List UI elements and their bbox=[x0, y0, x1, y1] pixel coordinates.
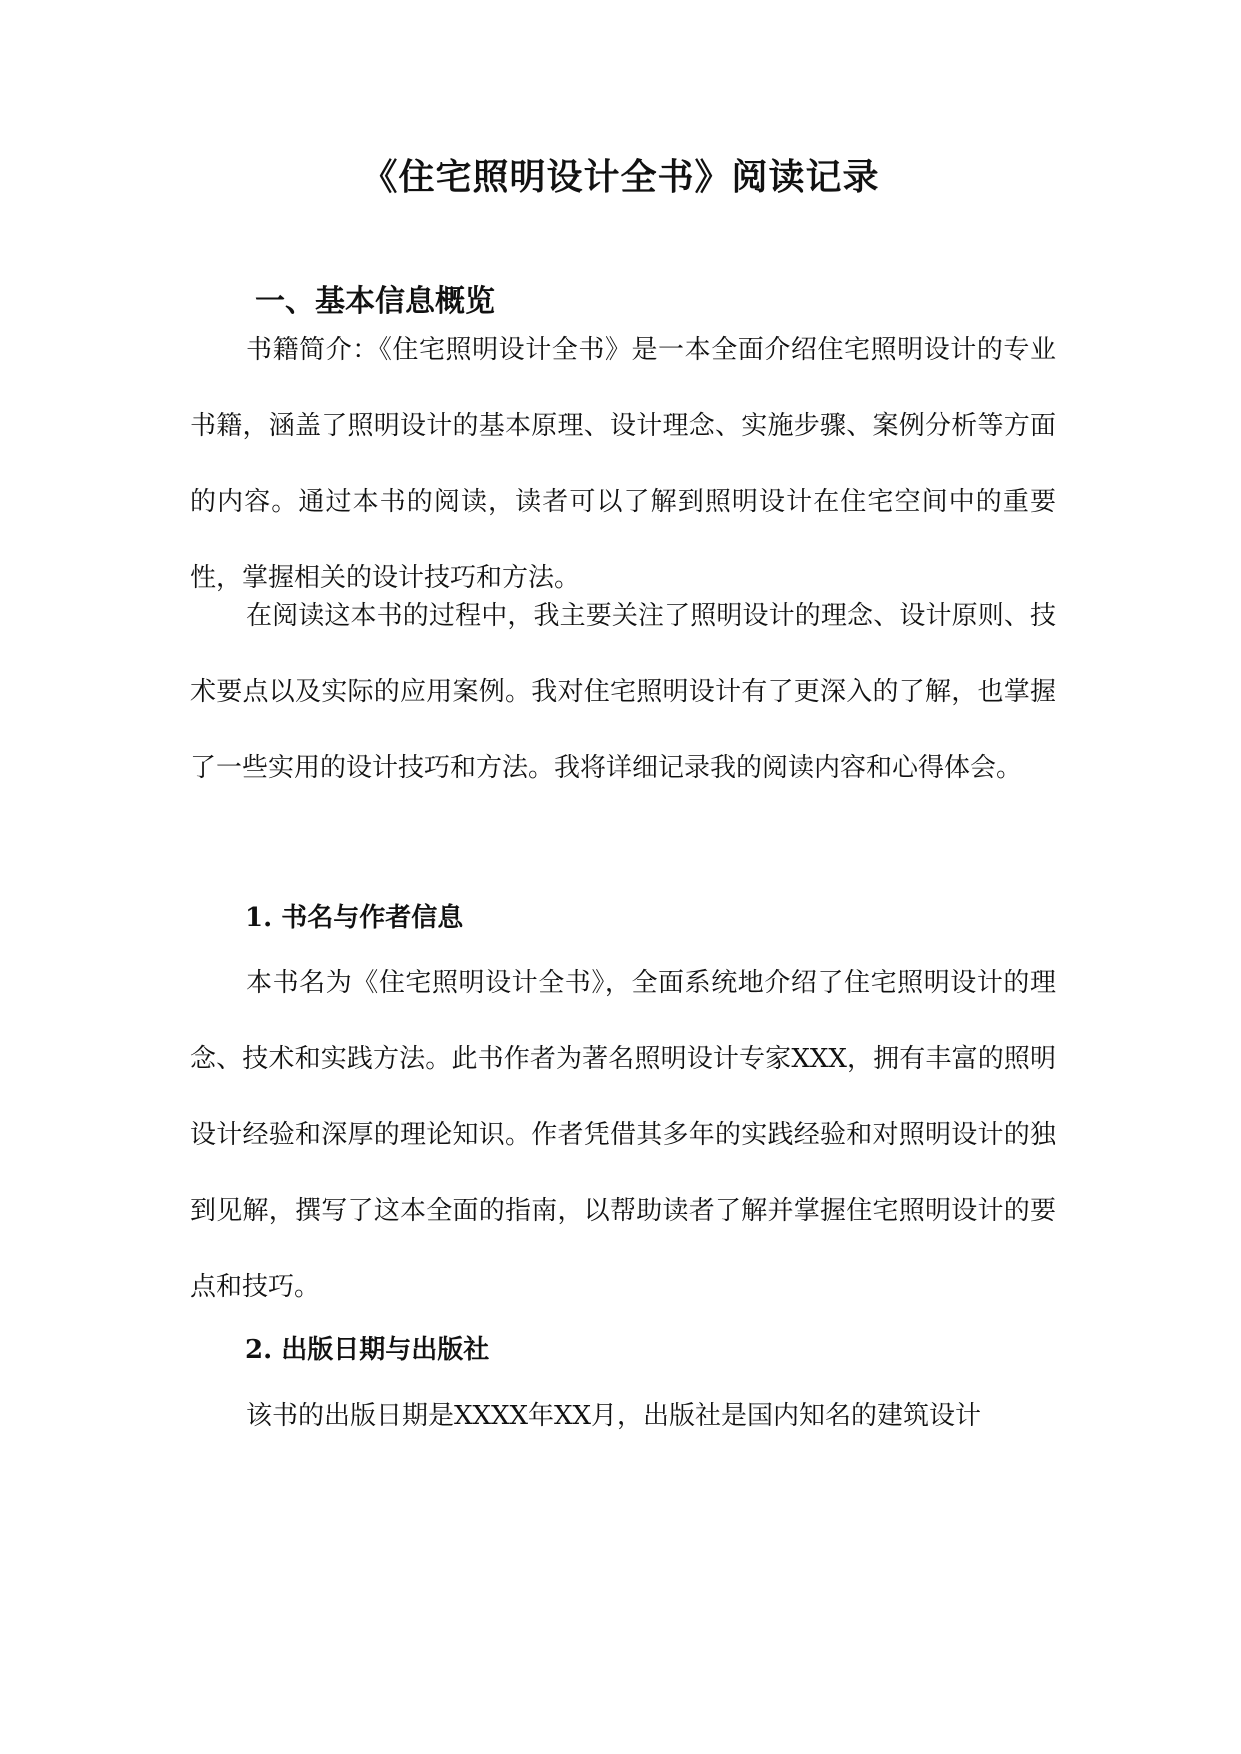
subsection-heading-title-author: 1. 书名与作者信息 bbox=[245, 903, 464, 933]
document-title: 《住宅照明设计全书》阅读记录 bbox=[361, 156, 880, 198]
paragraph-publication: 该书的出版日期是XXXX年XX月，出版社是国内知名的建筑设计 bbox=[246, 1401, 982, 1431]
section-heading-basic-info: 一、基本信息概览 bbox=[255, 284, 495, 319]
subsection-heading-publication: 2. 出版日期与出版社 bbox=[245, 1335, 490, 1365]
paragraph-reading-focus: 在阅读这本书的过程中，我主要关注了照明设计的理念、设计原则、技术要点以及实际的应用案例。我对住宅照明设计有了更深入的了解，也掌握了一些实用的设计技巧和方法。我将详细记录我的阅读内容和心得体会。 bbox=[190, 601, 1056, 783]
paragraph-title-author: 本书名为《住宅照明设计全书》，全面系统地介绍了住宅照明设计的理念、技术和实践方法。此书作者为著名照明设计专家XXX，拥有丰富的照明设计经验和深厚的理论知识。作者凭借其多年的实践经验和对照明设计的独到见解，撰写了这本全面的指南，以帮助读者了解并掌握住宅照明设计的要点和技巧。 bbox=[190, 968, 1056, 1302]
paragraph-book-intro: 书籍简介：《住宅照明设计全书》是一本全面介绍住宅照明设计的专业书籍，涵盖了照明设计的基本原理、设计理念、实施步骤、案例分析等方面的内容。通过本书的阅读，读者可以了解到照明设计在住宅空间中的重要性，掌握相关的设计技巧和方法。 bbox=[190, 335, 1056, 593]
